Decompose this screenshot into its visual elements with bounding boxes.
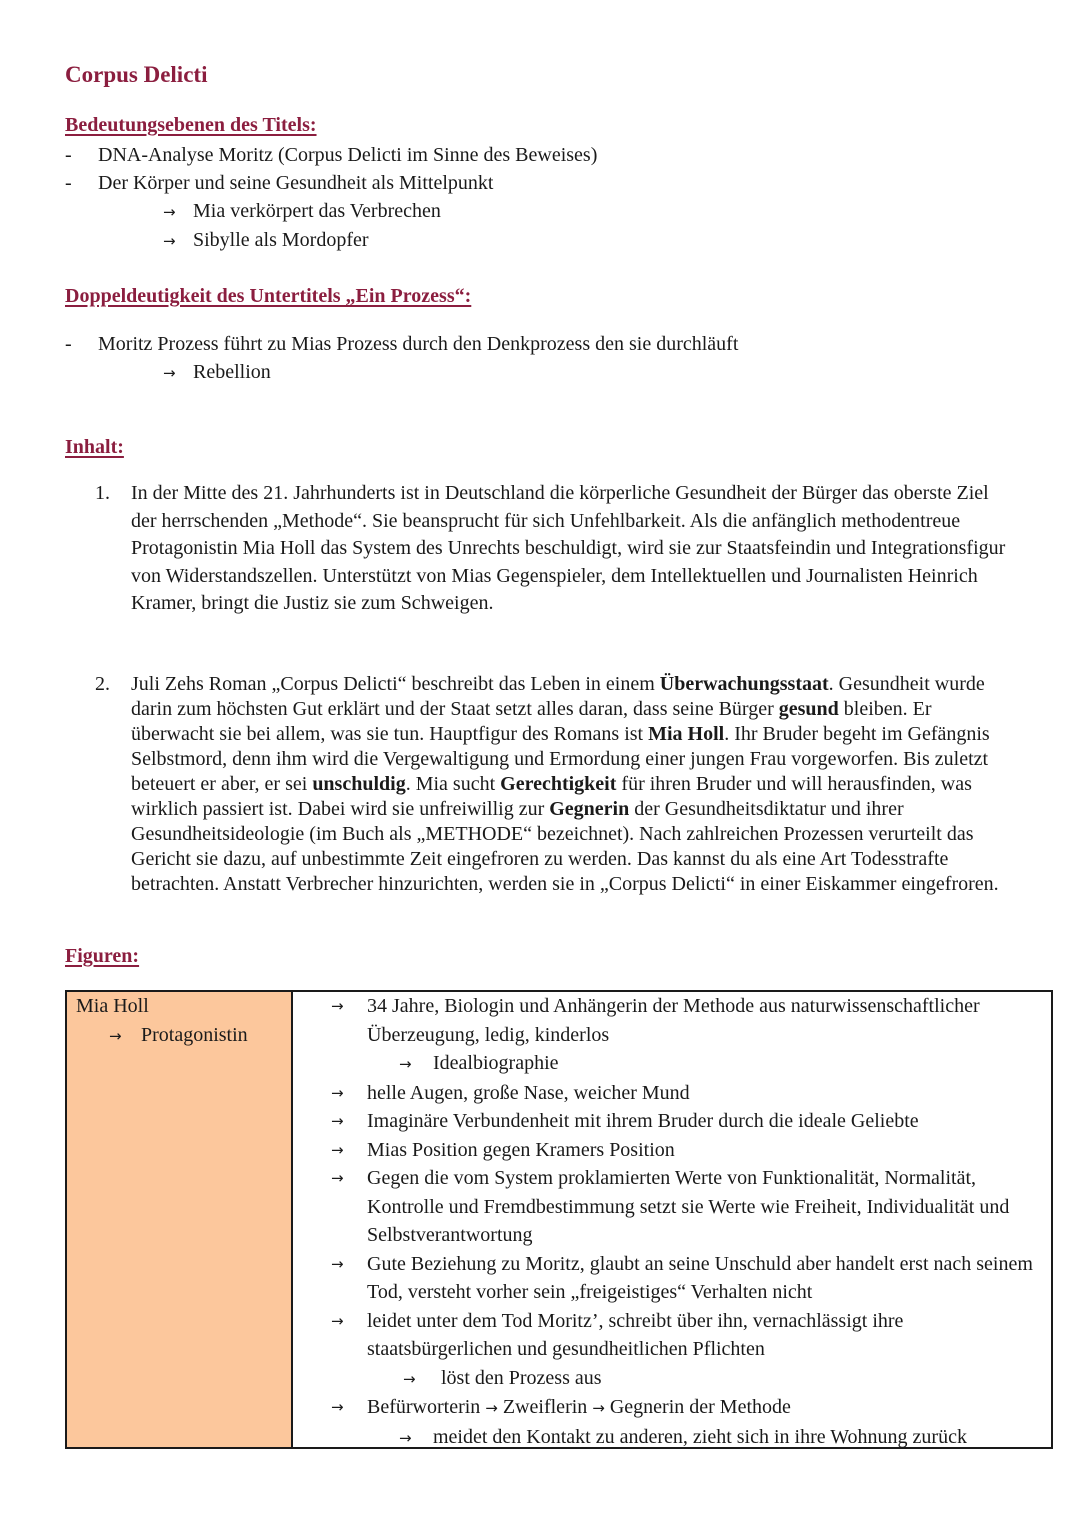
list-item: → Imaginäre Verbundenheit mit ihrem Bruder durch die ideale Geliebte bbox=[331, 1107, 1051, 1136]
figure-role: → Protagonistin bbox=[76, 1021, 291, 1051]
list-subitem: → löst den Prozess aus bbox=[331, 1364, 1051, 1394]
paragraph-number: 1. bbox=[95, 482, 110, 504]
list-item-progression: → Befürworterin → Zweiflerin → Gegnerin der Methode bbox=[331, 1393, 1051, 1423]
arrow-icon: → bbox=[403, 1369, 416, 1388]
paragraph-1 bbox=[95, 480, 1015, 618]
list-item: → helle Augen, große Nase, weicher Mund bbox=[331, 1079, 1051, 1108]
list-item: → Gegen die vom System proklamierten Werte von Funktionalität, Normalität, Kontrolle und Fremdbestimmung setzt sie Werte wie Freiheit, Individualität und Selbstverantwortung bbox=[331, 1164, 1051, 1250]
arrow-icon: → bbox=[331, 1311, 344, 1330]
list-item: DNA-Analyse Moritz (Corpus Delicti im Sinne des Beweises) bbox=[98, 144, 598, 166]
arrow-icon: → bbox=[485, 1399, 498, 1417]
bullet-dash: - bbox=[65, 172, 72, 194]
arrow-icon: → bbox=[331, 1112, 344, 1130]
paragraph-number: 2. bbox=[95, 673, 110, 695]
list-subitem: → Mia verkörpert das Verbrechen bbox=[163, 197, 441, 226]
paragraph-2 bbox=[95, 672, 1015, 897]
bullet-dash: - bbox=[65, 333, 72, 355]
figure-description-cell bbox=[293, 992, 1051, 1447]
arrow-icon: → bbox=[163, 203, 176, 221]
list-item: → Gute Beziehung zu Moritz, glaubt an seine Unschuld aber handelt erst nach seinem Tod, versteht vorher sein „freigeistiges“ Verhalten nicht bbox=[331, 1250, 1051, 1307]
list-item: Moritz Prozess führt zu Mias Prozess durch den Denkprozess den sie durchläuft bbox=[98, 333, 739, 355]
arrow-icon: → bbox=[399, 1055, 412, 1073]
heading-figuren: Figuren: bbox=[65, 945, 140, 967]
heading-inhalt: Inhalt: bbox=[65, 436, 124, 458]
list-item: → 34 Jahre, Biologin und Anhängerin der Methode aus naturwissenschaftlicher Überzeugung, ledig, kinderlos bbox=[331, 992, 1051, 1049]
arrow-icon: → bbox=[331, 1169, 344, 1187]
paragraph-text: Juli Zehs Roman „Corpus Delicti“ beschreibt das Leben in einem Überwachungsstaat. Gesundheit wurde darin zum höchsten Gut erklärt und der Staat setzt alles daran, dass seine Bürger gesund bleiben. Er überwacht sie bei allem, was sie tun. Hauptfigur des Romans ist Mia Holl. Ihr Bruder begeht im Gefängnis Selbstmord, denn ihm wird die Vergewaltigung und Ermordung einer jungen Frau vorgeworfen. Bis zuletzt beteuert er aber, er sei unschuldig. Mia sucht Gerechtigkeit für ihren Bruder und will herausfinden, was wirklich passiert ist. Dabei wird sie unfreiwillig zur Gegnerin der Gesundheitsdiktatur und ihrer Gesundheitsideologie (im Buch als „METHODE“ bezeichnet). Nach zahlreichen Prozessen verurteilt das Gericht sie dazu, auf unbestimmte Zeit eingefroren zu werden. Das kannst du als eine Art Todesstrafte betrachten. Anstatt Verbrecher hinzurichten, werden sie in „Corpus Delicti“ in einer Eiskammer eingefroren. bbox=[131, 673, 999, 895]
arrow-icon: → bbox=[331, 1398, 344, 1416]
heading-bedeutungsebenen: Bedeutungsebenen des Titels: bbox=[65, 114, 317, 136]
arrow-icon: → bbox=[163, 232, 176, 250]
list-item: Der Körper und seine Gesundheit als Mittelpunkt bbox=[98, 172, 494, 194]
arrow-icon: → bbox=[331, 997, 344, 1015]
list-subitem: → Sibylle als Mordopfer bbox=[163, 226, 369, 255]
list-subitem: → Idealbiographie bbox=[331, 1049, 1051, 1079]
arrow-icon: → bbox=[331, 1140, 344, 1159]
paragraph-text: In der Mitte des 21. Jahrhunderts ist in Deutschland die körperliche Gesundheit der Bürger das oberste Ziel der herrschenden „Methode“. Sie beansprucht für sich Unfehlbarkeit. Als die anfänglich methodentreue Protagonistin Mia Holl das System des Unrechts beschuldigt, wird sie zur Staatsfeindin und Integrationsfigur von Widerstandszellen. Unterstützt von Mias Gegenspieler, dem Intellektuellen und Journalisten Heinrich Kramer, bringt die Justiz sie zum Schweigen. bbox=[131, 482, 1006, 614]
figure-name: Mia Holl bbox=[76, 995, 149, 1017]
arrow-icon: → bbox=[163, 364, 176, 382]
arrow-icon: → bbox=[331, 1083, 344, 1102]
bullet-dash: - bbox=[65, 144, 72, 166]
page-title: Corpus Delicti bbox=[65, 62, 208, 87]
list-item: → Mias Position gegen Kramers Position bbox=[331, 1136, 1051, 1165]
arrow-icon: → bbox=[399, 1428, 412, 1447]
figure-name-cell bbox=[67, 992, 293, 1447]
arrow-icon: → bbox=[592, 1399, 605, 1417]
arrow-icon: → bbox=[331, 1254, 344, 1273]
arrow-icon: → bbox=[109, 1026, 122, 1045]
figure-table bbox=[65, 990, 1053, 1449]
list-subitem: → Rebellion bbox=[163, 358, 271, 387]
heading-untertitel: Doppeldeutigkeit des Untertitels „Ein Prozess“: bbox=[65, 285, 472, 307]
list-subitem: → meidet den Kontakt zu anderen, zieht sich in ihre Wohnung zurück bbox=[331, 1423, 1051, 1453]
list-item: → leidet unter dem Tod Moritz’, schreibt über ihn, vernachlässigt ihre staatsbürgerlichen und gesundheitlichen Pflichten bbox=[331, 1307, 1051, 1364]
